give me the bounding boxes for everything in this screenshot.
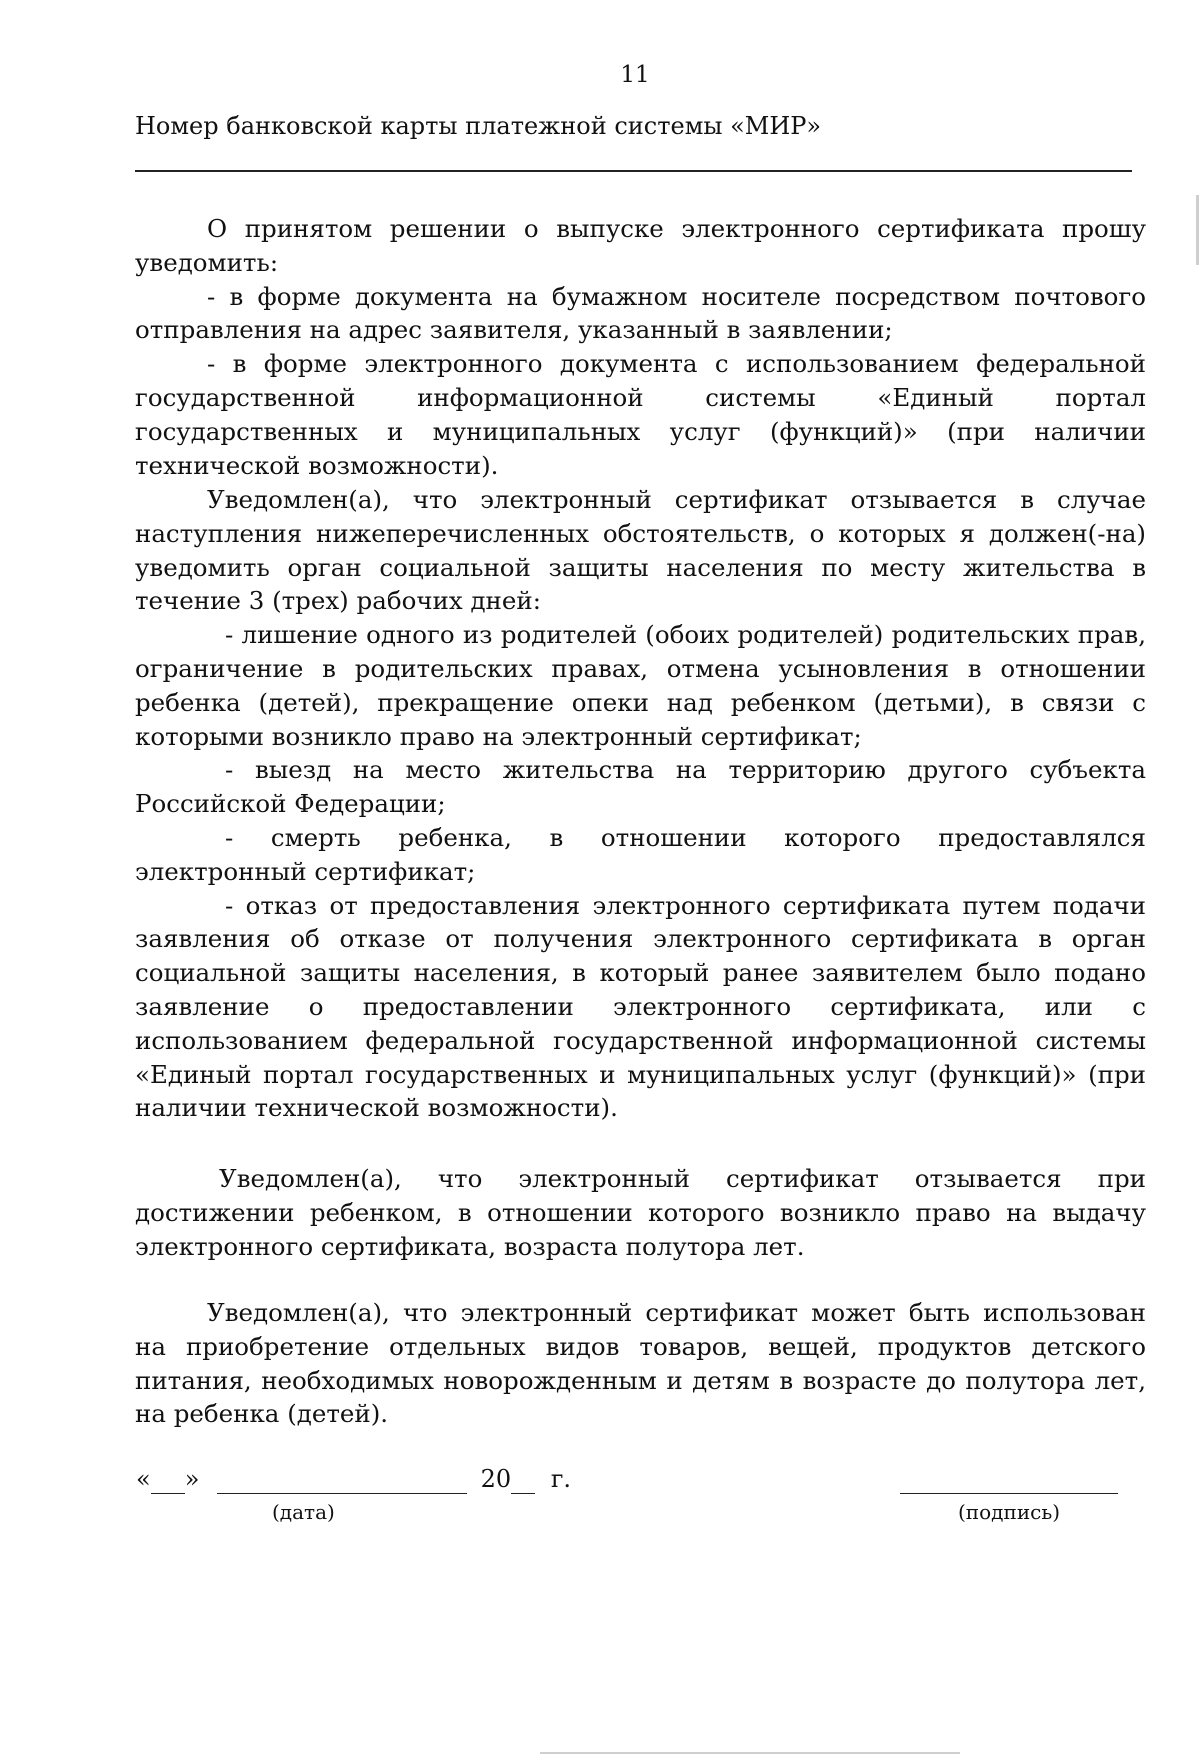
- quote-open: «: [136, 1465, 151, 1493]
- revocation-intro: Уведомлен(а), что электронный сертификат отзывается в случае наступления нижеперечисленных обстоятельств, о которых я должен(-на) уведомить орган социальной защиты населения по месту жительства в течение 3 (трех) рабочих дней:: [135, 485, 1146, 616]
- year-blank[interactable]: [511, 1465, 535, 1494]
- age-notice: [135, 1162, 1146, 1263]
- usage-notice: [135, 1296, 1146, 1431]
- date-caption: (дата): [272, 1500, 335, 1524]
- month-blank[interactable]: [217, 1465, 467, 1494]
- year-prefix: 20: [480, 1465, 512, 1493]
- year-suffix: г.: [550, 1465, 572, 1493]
- scan-edge-mark: [1196, 195, 1199, 265]
- notification-option-paper: - в форме документа на бумажном носителе посредством почтового отправления на адрес заявителя, указанный в заявлении;: [135, 281, 1146, 345]
- page-number: 11: [620, 62, 650, 88]
- revocation-section: [135, 483, 1146, 1125]
- age-notice-text: Уведомлен(а), что электронный сертификат отзывается при достижении ребенком, в отношении которого возникло право на выдачу электронного сертификата, возраста полутора лет.: [135, 1164, 1146, 1261]
- revocation-item: - выезд на место жительства на территорию другого субъекта Российской Федерации;: [135, 755, 1146, 819]
- scan-edge-mark: [540, 1752, 960, 1754]
- card-number-field[interactable]: [135, 170, 1132, 172]
- revocation-item: - лишение одного из родителей (обоих родителей) родительских прав, ограничение в родительских правах, отмена усыновления в отношении ребенка (детей), прекращение опеки над ребенком (детьми), в связи с которыми возникло право на электронный сертификат;: [135, 620, 1146, 751]
- quote-close: »: [184, 1465, 200, 1493]
- notification-intro: О принятом решении о выпуске электронного сертификата прошу уведомить:: [135, 214, 1146, 277]
- usage-notice-text: Уведомлен(а), что электронный сертификат может быть использован на приобретение отдельных видов товаров, вещей, продуктов детского питания, необходимых новорожденным и детям в возрасте до полутора лет, на ребенка (детей).: [135, 1298, 1146, 1429]
- notification-option-electronic: - в форме электронного документа с использованием федеральной государственной информационной системы «Единый портал государственных и муниципальных услуг (функций)» (при наличии технической возможности).: [135, 349, 1146, 480]
- signature-line[interactable]: [900, 1493, 1118, 1494]
- date-field: [136, 1465, 571, 1494]
- revocation-item: - смерть ребенка, в отношении которого предоставлялся электронный сертификат;: [135, 822, 1146, 886]
- card-number-label: Номер банковской карты платежной системы «МИР»: [135, 112, 822, 140]
- signature-caption: (подпись): [958, 1500, 1061, 1524]
- notification-section: [135, 212, 1146, 482]
- revocation-item: - отказ от предоставления электронного сертификата путем подачи заявления об отказе от получения электронного сертификата в орган социальной защиты населения, в который ранее заявителем было подано заявление о предоставлении электронного сертификата, или с использованием федеральной государственной информационной системы «Единый портал государственных и муниципальных услуг (функций)» (при наличии технической возможности).: [135, 890, 1146, 1123]
- day-blank[interactable]: [151, 1465, 185, 1494]
